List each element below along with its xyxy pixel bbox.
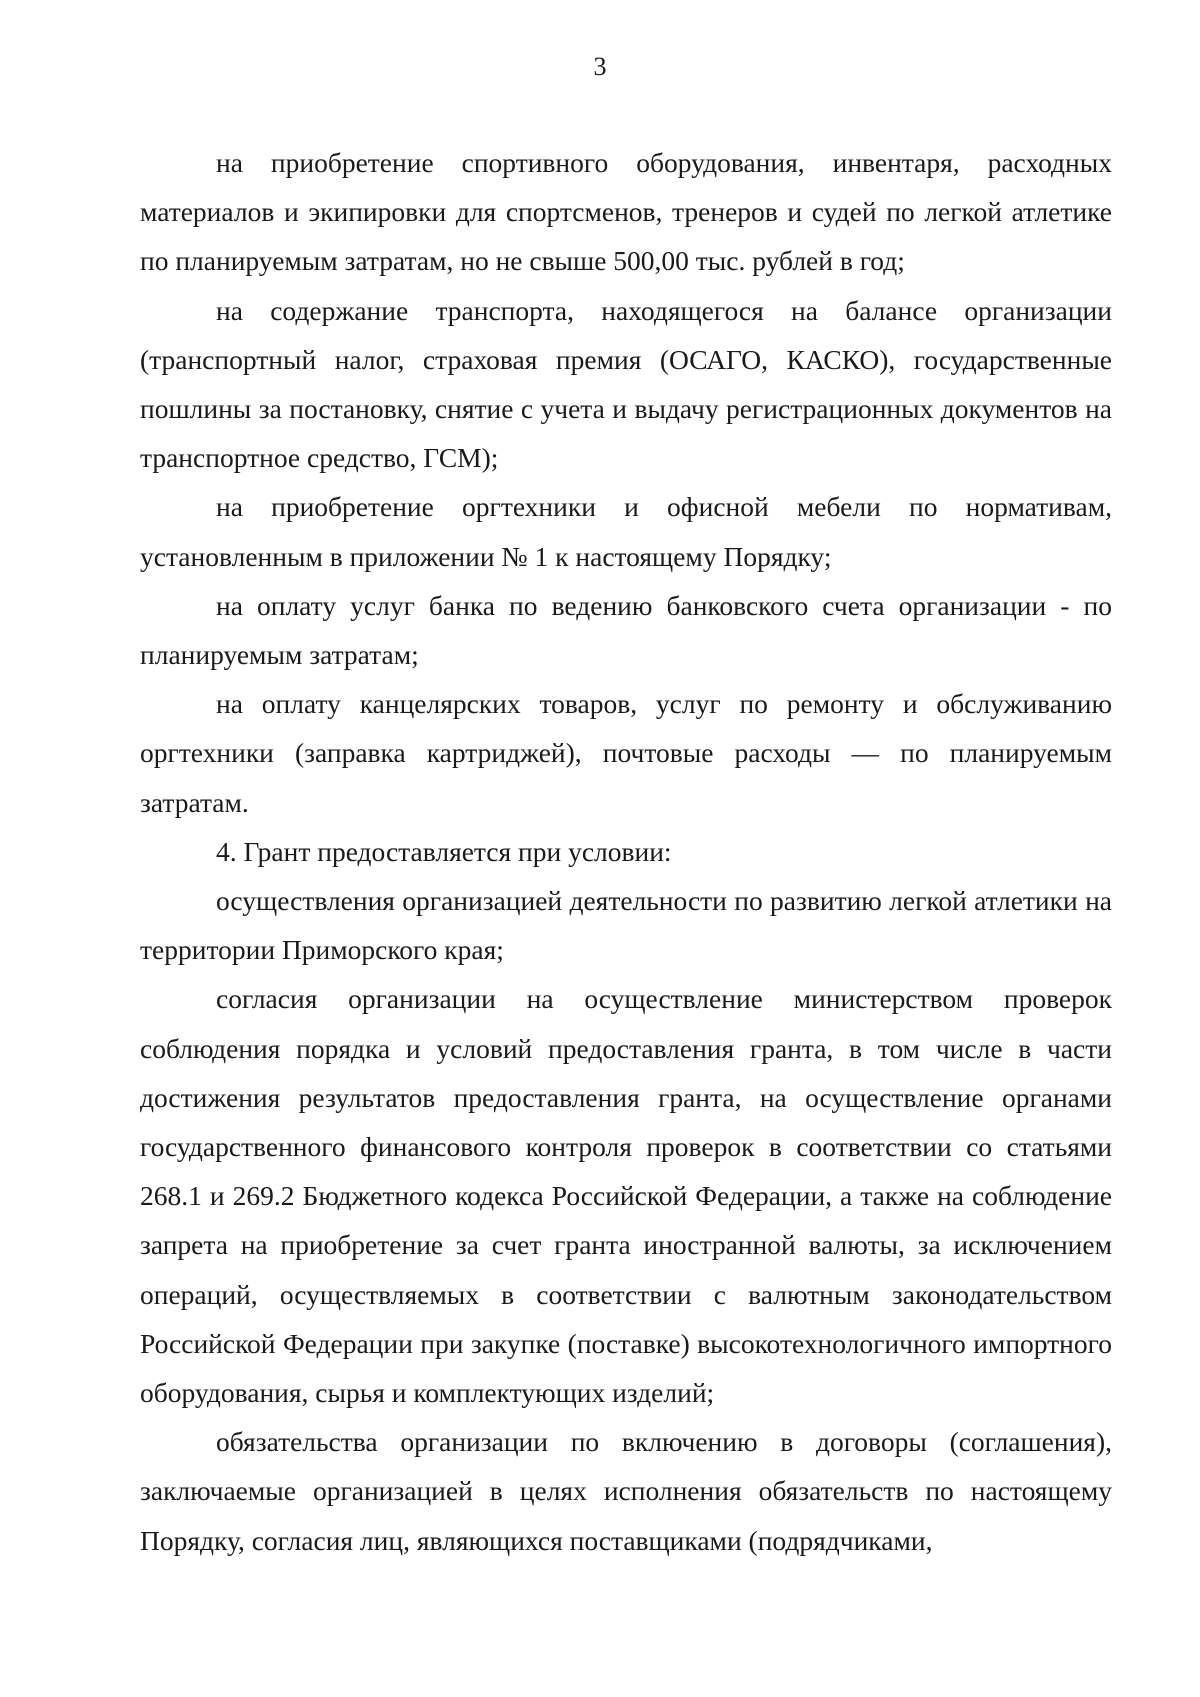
- paragraph-athletics-activity: осуществления организацией деятельности по развитию легкой атлетики на территории Приморского края;: [140, 885, 1112, 966]
- page-number: 3: [593, 52, 607, 81]
- paragraph-contract-obligations: обязательства организации по включению в договоры (соглашения), заключаемые организацией в целях исполнения обязательств по настоящему Порядку, согласия лиц, являющихся поставщиками (подрядчиками,: [140, 1426, 1112, 1556]
- paragraph-sports-equipment: на приобретение спортивного оборудования, инвентаря, расходных материалов и экипировки для спортсменов, тренеров и судей по легкой атлетике по планируемым затратам, но не свыше 500,00 тыс. рублей в год;: [140, 147, 1112, 277]
- paragraph-section-4-heading: 4. Грант предоставляется при условии:: [216, 835, 672, 867]
- document-body: [140, 138, 1112, 1565]
- paragraph-stationery: на оплату канцелярских товаров, услуг по ремонту и обслуживанию оргтехники (заправка картриджей), почтовые расходы — по планируемым затратам.: [140, 688, 1112, 818]
- paragraph-office-equipment: на приобретение оргтехники и офисной мебели по нормативам, установленным в приложении № 1 к настоящему Порядку;: [140, 491, 1112, 572]
- paragraph-transport: на содержание транспорта, находящегося на балансе организации (транспортный налог, страховая премия (ОСАГО, КАСКО), государственные пошлины за постановку, снятие с учета и выдачу регистрационных документов на транспортное средство, ГСМ);: [140, 294, 1112, 474]
- paragraph-bank-services: на оплату услуг банка по ведению банковского счета организации - по планируемым затратам;: [140, 589, 1112, 671]
- paragraph-consent-inspections: согласия организации на осуществление министерством проверок соблюдения порядка и условий предоставления гранта, в том числе в части достижения результатов предоставления гранта, на осуществление органами государственного финансового контроля проверок в соответствии со статьями 268.1 и 269.2 Бюджетного кодекса Российской Федерации, а также на соблюдение запрета на приобретение за счет гранта иностранной валюты, за исключением операций, осуществляемых в соответствии с валютным законодательством Российской Федерации при закупке (поставке) высокотехнологичного импортного оборудования, сырья и комплектующих изделий;: [140, 983, 1112, 1409]
